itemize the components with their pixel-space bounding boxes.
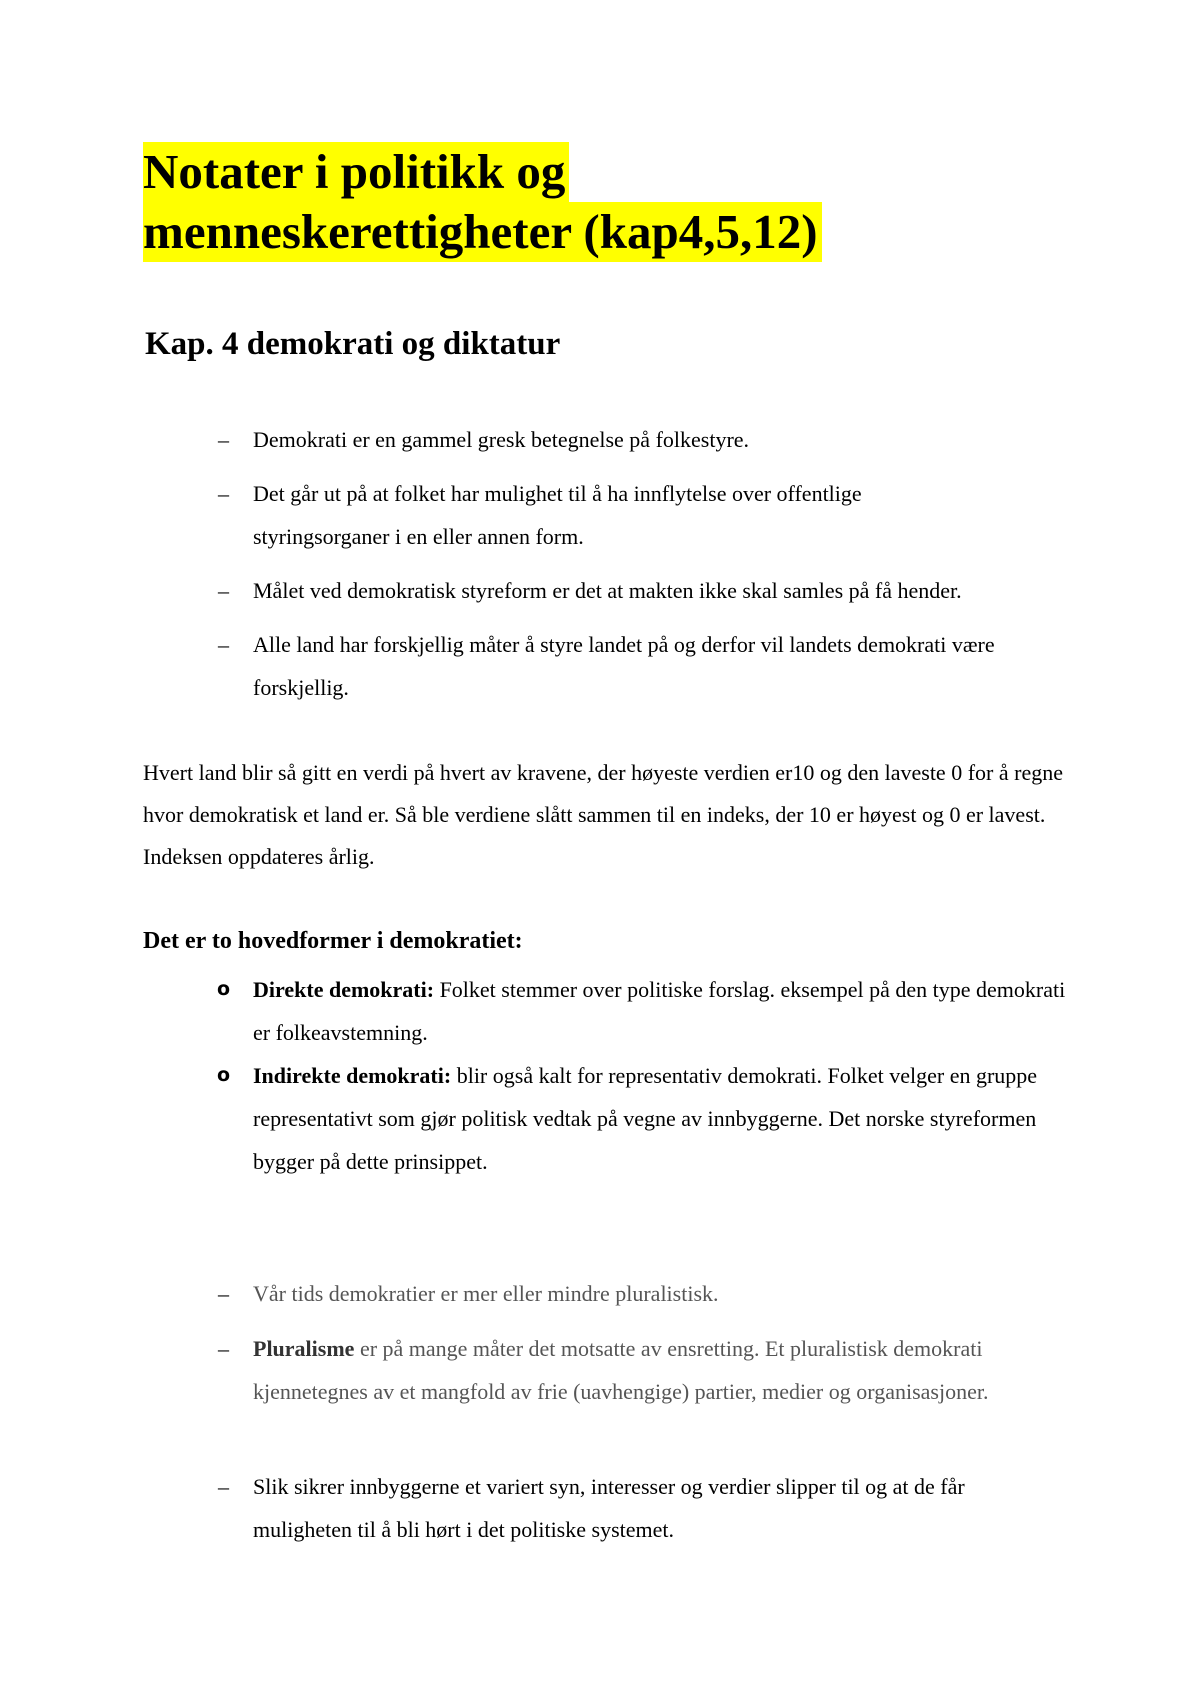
- list-dash: –: [218, 632, 229, 657]
- forms-heading: Det er to hovedformer i demokratiet:: [143, 928, 523, 954]
- list-dash: –: [218, 1281, 229, 1306]
- definition: blir også kalt for representativ demokrati. Folket velger en gruppe representativt som gjør politisk vedtak på vegne av innbyggerne. Det norske styreformen bygger på dette prinsippet.: [253, 1063, 1038, 1174]
- list-dash: –: [218, 1336, 229, 1361]
- list-item-text: Vår tids demokratier er mer eller mindre pluralistisk.: [253, 1281, 719, 1306]
- list-item-text: Det går ut på at folket har mulighet til å ha innflytelse over offentlige styringsorganer i en eller annen form.: [253, 481, 862, 549]
- circle-bullet-icon: o: [217, 978, 231, 1000]
- list-item-text: [253, 1327, 1073, 1413]
- term: Pluralisme: [253, 1336, 355, 1361]
- list-dash: –: [218, 427, 229, 452]
- list-item-text: Målet ved demokratisk styreform er det at makten ikke skal samles på få hender.: [253, 578, 962, 603]
- list-dash: –: [218, 578, 229, 603]
- list-item-text: Alle land har forskjellig måter å styre landet på og derfor vil landets demokrati være forskjellig.: [253, 632, 995, 700]
- list-dash: –: [218, 481, 229, 506]
- definition: er på mange måter det motsatte av ensretting. Et pluralistisk demokrati kjennetegnes av et mangfold av frie (uavhengige) partier, medier og organisasjoner.: [253, 1336, 989, 1404]
- title-line-2: menneskerettigheter (kap4,5,12): [143, 202, 822, 262]
- chapter-heading: Kap. 4 demokrati og diktatur: [145, 326, 561, 362]
- index-paragraph: Hvert land blir så gitt en verdi på hvert av kravene, der høyeste verdien er10 og den laveste 0 for å regne hvor demokratisk et land er. Så ble verdiene slått sammen til en indeks, der 10 er høyest og 0 er lavest. Indeksen oppdateres årlig.: [143, 760, 1063, 869]
- list-item-text: Slik sikrer innbyggerne et variert syn, interesser og verdier slipper til og at de får muligheten til å bli hørt i det politiske systemet.: [253, 1474, 965, 1542]
- list-item-text: [253, 968, 1073, 1054]
- term: Direkte demokrati:: [253, 977, 435, 1002]
- title-line-1: Notater i politikk og: [143, 142, 569, 202]
- circle-bullet-icon: o: [217, 1064, 231, 1086]
- term: Indirekte demokrati:: [253, 1063, 452, 1088]
- list-item-text: [253, 1054, 1063, 1183]
- list-dash: –: [218, 1474, 229, 1499]
- document-title: [143, 142, 822, 262]
- list-item-text: Demokrati er en gammel gresk betegnelse på folkestyre.: [253, 427, 750, 452]
- definition: Folket stemmer over politiske forslag. eksempel på den type demokrati er folkeavstemning.: [253, 977, 1066, 1045]
